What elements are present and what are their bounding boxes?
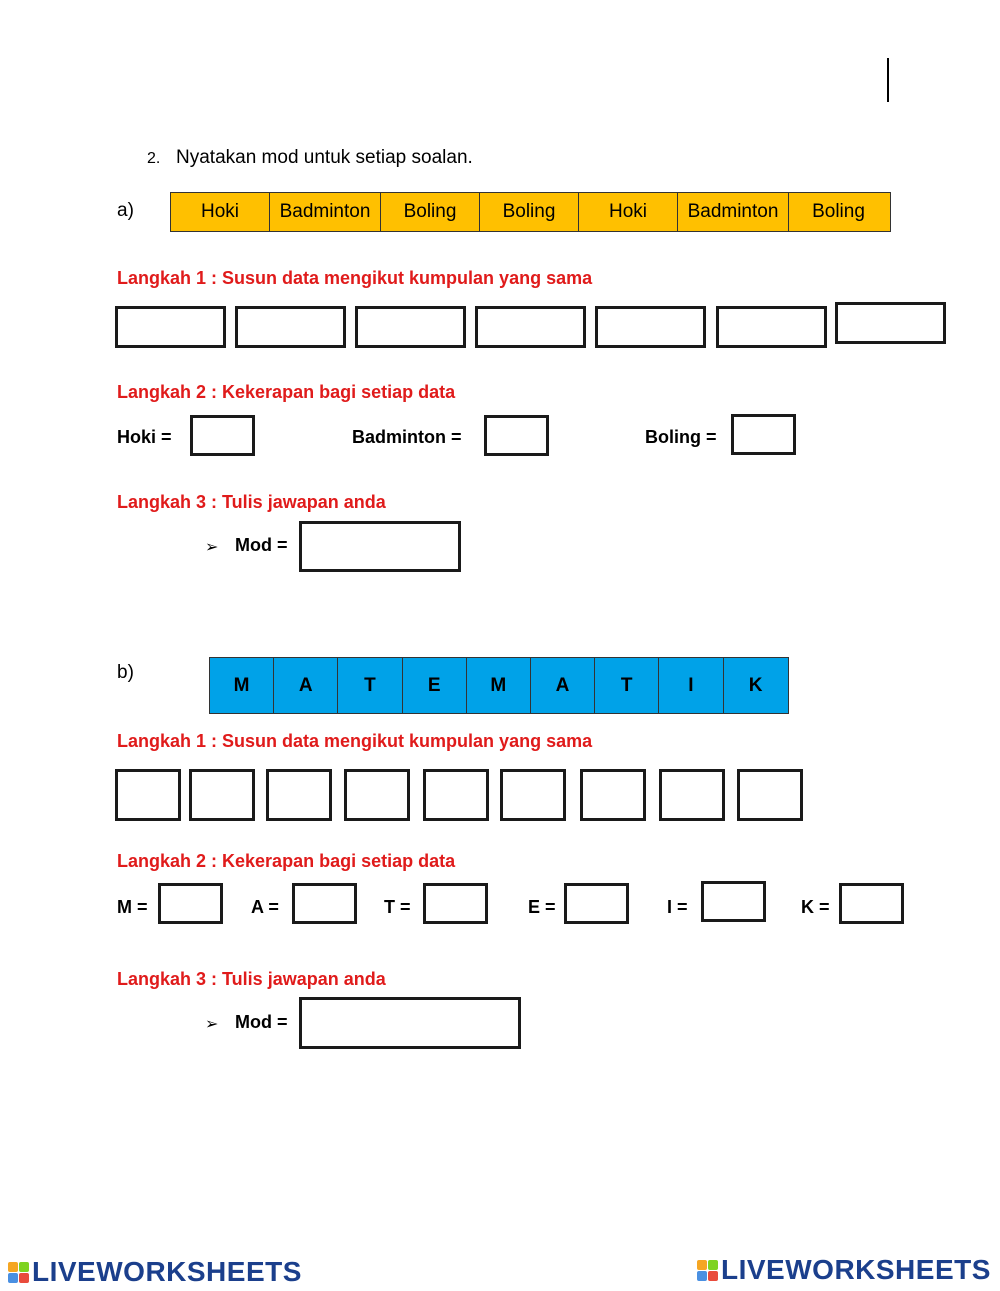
data-cell: T <box>595 658 659 713</box>
freq-input-e[interactable] <box>564 883 629 924</box>
part-b-sort-box-8[interactable] <box>659 769 725 821</box>
part-b-sort-box-3[interactable] <box>266 769 332 821</box>
part-b-sort-box-7[interactable] <box>580 769 646 821</box>
part-a-label: a) <box>117 200 134 221</box>
liveworksheets-logo-left <box>8 1256 302 1288</box>
data-cell: Boling <box>480 193 579 231</box>
logo-text: LIVEWORKSHEETS <box>721 1254 991 1285</box>
part-b-sort-box-4[interactable] <box>344 769 410 821</box>
data-cell: Badminton <box>270 193 381 231</box>
freq-input-a[interactable] <box>292 883 357 924</box>
freq-label-badminton: Badminton = <box>352 427 462 447</box>
part-a-sort-box-3[interactable] <box>355 306 466 348</box>
data-cell: M <box>467 658 531 713</box>
part-b-sort-box-1[interactable] <box>115 769 181 821</box>
part-b-sort-box-5[interactable] <box>423 769 489 821</box>
freq-label-a: A = <box>251 897 279 917</box>
freq-label-boling: Boling = <box>645 427 717 447</box>
data-cell: K <box>748 674 763 696</box>
freq-input-m[interactable] <box>158 883 223 924</box>
part-a-step1-heading: Langkah 1 : Susun data mengikut kumpulan yang sama <box>117 268 593 288</box>
freq-label-e: E = <box>528 897 556 917</box>
part-b-step1-heading: Langkah 1 : Susun data mengikut kumpulan yang sama <box>117 731 593 751</box>
freq-input-i[interactable] <box>701 881 766 922</box>
bullet-arrow-icon: ➢ <box>205 1016 219 1033</box>
part-a-sort-box-6[interactable] <box>716 306 827 348</box>
freq-input-hoki[interactable] <box>190 415 255 456</box>
freq-label-t: T = <box>384 897 411 917</box>
part-b-mod-input[interactable] <box>299 997 521 1049</box>
data-cell: Hoki <box>579 193 678 231</box>
part-b-sort-box-2[interactable] <box>189 769 255 821</box>
data-cell: I <box>659 658 723 713</box>
part-a-sort-box-4[interactable] <box>475 306 586 348</box>
data-cell: Hoki <box>171 193 270 231</box>
data-cell: Boling <box>381 193 480 231</box>
data-cell: M <box>210 658 274 713</box>
part-a-sort-box-1[interactable] <box>115 306 226 348</box>
part-b-sort-box-9[interactable] <box>737 769 803 821</box>
freq-input-badminton[interactable] <box>484 415 549 456</box>
part-b-label: b) <box>117 662 134 683</box>
freq-label-hoki: Hoki = <box>117 427 172 447</box>
data-cell: Badminton <box>678 193 789 231</box>
part-a-mod-input[interactable] <box>299 521 461 572</box>
question-text: Nyatakan mod untuk setiap soalan. <box>176 147 473 168</box>
data-cell: T <box>338 658 402 713</box>
part-a-step2-heading: Langkah 2 : Kekerapan bagi setiap data <box>117 382 456 402</box>
data-cell: Boling <box>812 201 865 222</box>
question-number: 2. <box>147 150 161 167</box>
part-b-data-row <box>209 657 789 714</box>
logo-text: LIVEWORKSHEETS <box>32 1256 302 1287</box>
freq-input-k[interactable] <box>839 883 904 924</box>
part-b-mod-label: Mod = <box>235 1012 288 1032</box>
part-a-sort-box-7[interactable] <box>835 302 946 344</box>
text-cursor-line <box>887 58 889 102</box>
part-a-mod-label: Mod = <box>235 535 288 555</box>
liveworksheets-logo-right <box>697 1254 991 1286</box>
part-a-sort-box-5[interactable] <box>595 306 706 348</box>
data-cell: A <box>531 658 595 713</box>
part-b-step3-heading: Langkah 3 : Tulis jawapan anda <box>117 969 386 989</box>
data-cell: A <box>274 658 338 713</box>
freq-input-boling[interactable] <box>731 414 796 455</box>
freq-label-m: M = <box>117 897 148 917</box>
part-a-data-row <box>170 192 891 232</box>
bullet-arrow-icon: ➢ <box>205 539 219 556</box>
logo-mark-icon <box>697 1260 718 1281</box>
part-a-sort-box-2[interactable] <box>235 306 346 348</box>
freq-label-k: K = <box>801 897 830 917</box>
freq-input-t[interactable] <box>423 883 488 924</box>
part-b-step2-heading: Langkah 2 : Kekerapan bagi setiap data <box>117 851 456 871</box>
part-b-sort-box-6[interactable] <box>500 769 566 821</box>
data-cell: E <box>403 658 467 713</box>
part-a-step3-heading: Langkah 3 : Tulis jawapan anda <box>117 492 386 512</box>
freq-label-i: I = <box>667 897 688 917</box>
logo-mark-icon <box>8 1262 29 1283</box>
